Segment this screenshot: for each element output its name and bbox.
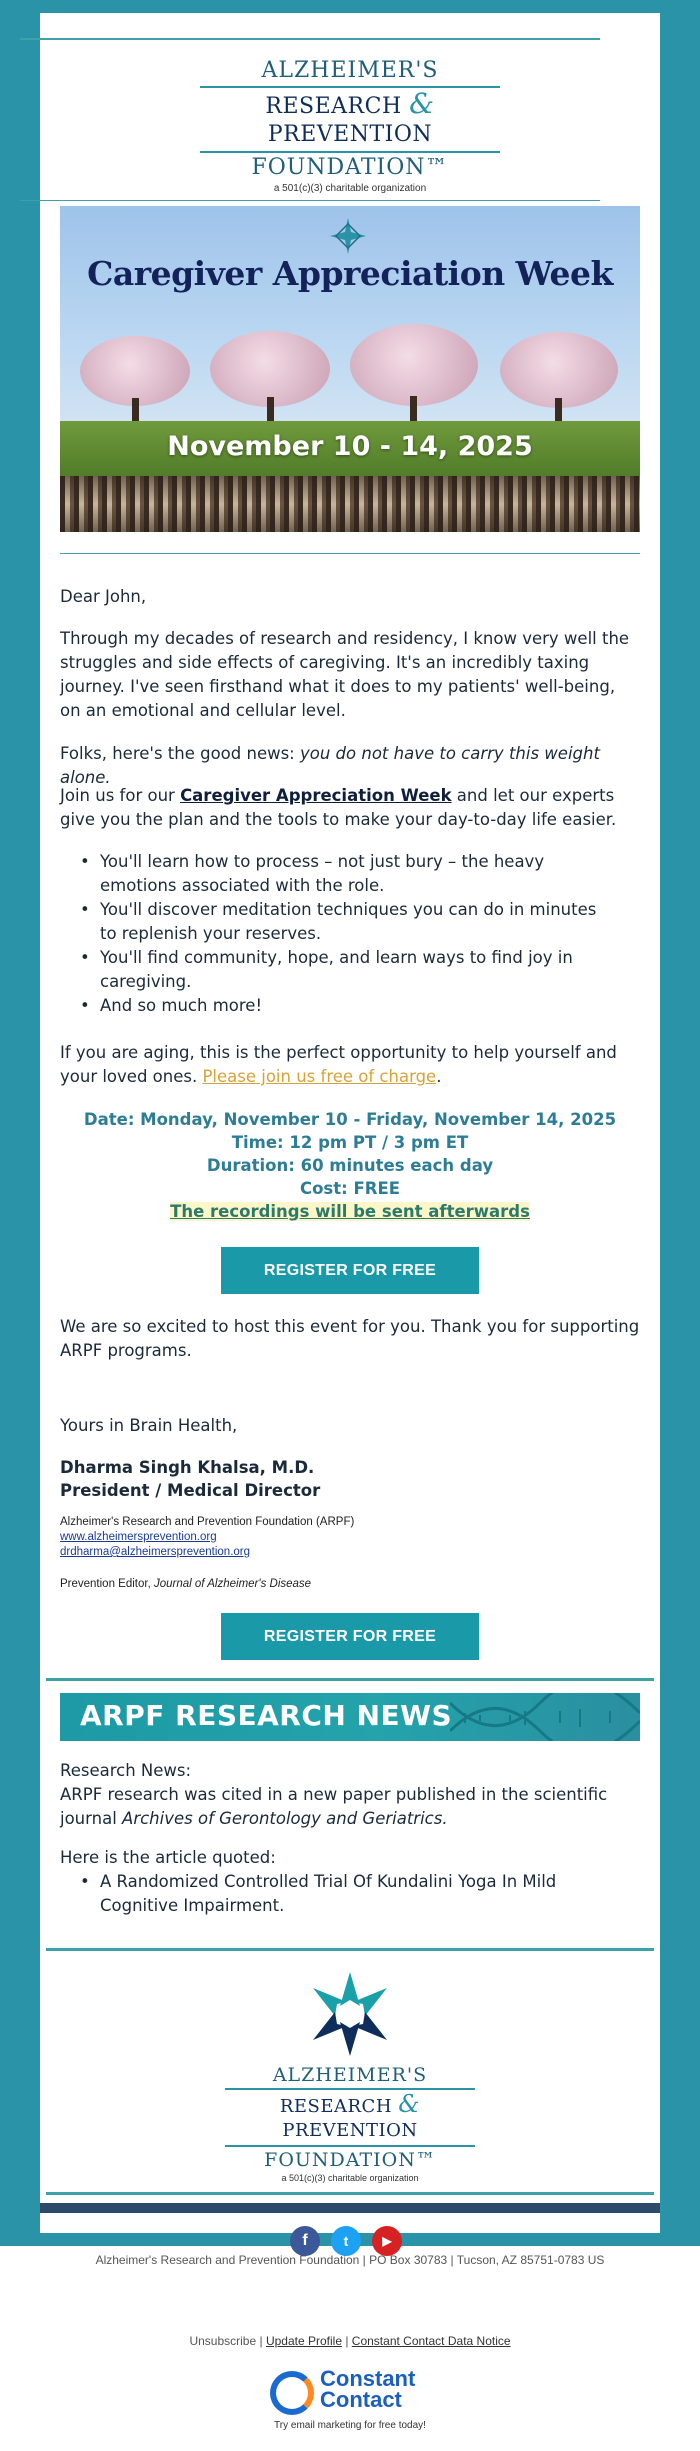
footer-address: Alzheimer's Research and Prevention Foundation | PO Box 30783 | Tucson, AZ 85751-0783 US xyxy=(95,2253,605,2267)
news-top-rule xyxy=(46,1678,654,1681)
signer-title: President / Medical Director xyxy=(60,1481,321,1500)
list-item: • You'll discover meditation techniques you can do in minutes to replenish your reserves. xyxy=(100,898,600,946)
footer-logo-bottom-rule xyxy=(46,2192,654,2195)
news-body xyxy=(60,1783,640,1831)
event-date: Date: Monday, November 10 - Friday, November 14, 2025 xyxy=(83,1110,617,1129)
cc-line-2: Contact xyxy=(320,2387,402,2412)
cc-line-1: Constant xyxy=(320,2366,416,2391)
paragraph-aging xyxy=(60,1041,640,1089)
recordings-link[interactable]: The recordings will be sent afterwards xyxy=(170,1202,530,1221)
org-name: Alzheimer's Research and Prevention Foundation (ARPF) xyxy=(60,1516,355,1528)
aging-tail: . xyxy=(436,1067,442,1086)
constant-contact-logo[interactable] xyxy=(270,2366,440,2416)
join-tail: and let our experts give you the plan and the tools to make your day-to-day life easier. xyxy=(60,786,617,829)
footer-logo-research: RESEARCH xyxy=(279,2096,393,2117)
paragraph-join xyxy=(60,784,640,832)
logo-bar xyxy=(225,2088,475,2090)
good-news-lead: Folks, here's the good news: xyxy=(60,744,300,763)
editor-lead: Prevention Editor, xyxy=(60,1578,154,1590)
star-emblem-icon xyxy=(330,218,366,254)
list-item: • You'll learn how to process – not just bury – the heavy emotions associated with the role. xyxy=(100,850,600,898)
unsubscribe-link[interactable]: Unsubscribe xyxy=(189,2334,257,2348)
footer-logo-top-rule xyxy=(46,1948,654,1951)
link-separator: | xyxy=(342,2334,352,2348)
footer-logo-prevention: PREVENTION xyxy=(282,2120,418,2141)
header-logo[interactable] xyxy=(190,58,510,194)
signature-details xyxy=(60,1515,640,1560)
editor-journal: Journal of Alzheimer's Disease xyxy=(153,1578,312,1590)
signer-name: Dharma Singh Khalsa, M.D. xyxy=(60,1458,315,1477)
caregiver-week-link[interactable]: Caregiver Appreciation Week xyxy=(180,786,452,805)
event-cost: Cost: FREE xyxy=(299,1179,400,1198)
logo-line-3: FOUNDATION™ xyxy=(251,155,449,180)
list-item: • You'll find community, hope, and learn ways to find joy in caregiving. xyxy=(100,946,600,994)
update-profile-link[interactable]: Update Profile xyxy=(265,2334,342,2348)
research-news-title: ARPF RESEARCH NEWS xyxy=(80,1699,453,1732)
logo-prevention: PREVENTION xyxy=(267,122,433,147)
logo-line-2 xyxy=(190,87,510,149)
website-link[interactable]: www.alzheimersprevention.org xyxy=(60,1531,217,1543)
banner-bottom-rule xyxy=(60,553,640,554)
social-bar-divider xyxy=(40,2203,660,2213)
news-heading: Research News: xyxy=(60,1761,192,1780)
footer-logo[interactable] xyxy=(220,2064,480,2183)
news-body-lead: ARPF research was cited in a new paper published in the scientific journal xyxy=(60,1785,608,1828)
list-item: • And so much more! xyxy=(100,994,600,1018)
quoted-intro: Here is the article quoted: xyxy=(60,1848,276,1867)
link-separator: | xyxy=(256,2334,266,2348)
banner-reflection xyxy=(60,476,640,532)
constant-contact-tagline[interactable]: Try email marketing for free today! xyxy=(274,2420,426,2431)
aging-lead: If you are aging, this is the perfect opportunity to help yourself and your loved ones. xyxy=(60,1043,617,1086)
paragraph-intro: Through my decades of research and residency, I know very well the struggles and side effects of caregiving. It's an incredibly taxing journey. I've seen firsthand what it does to my patients' well-being, on an emotional and cellular level. xyxy=(60,629,630,720)
youtube-icon[interactable]: ▶ xyxy=(372,2226,402,2256)
banner-title: Caregiver Appreciation Week xyxy=(87,254,613,293)
news-journal: Archives of Gerontology and Geriatrics. xyxy=(122,1809,448,1828)
footer-logo-line-2 xyxy=(220,2092,480,2143)
data-notice-link[interactable]: Constant Contact Data Notice xyxy=(351,2334,511,2348)
signoff: Yours in Brain Health, xyxy=(60,1416,238,1435)
constant-contact-ring-icon xyxy=(270,2371,314,2415)
constant-contact-wordmark xyxy=(320,2368,415,2410)
research-news-banner xyxy=(60,1693,640,1741)
footer-logo-subtitle: a 501(c)(3) charitable organization xyxy=(281,2173,419,2183)
logo-subtitle: a 501(c)(3) charitable organization xyxy=(273,183,427,194)
email-link[interactable]: drdharma@alzheimersprevention.org xyxy=(60,1546,251,1558)
facebook-icon[interactable]: f xyxy=(290,2226,320,2256)
header-bottom-rule xyxy=(20,200,600,201)
arpf-emblem-icon xyxy=(295,1966,405,2062)
event-time: Time: 12 pm PT / 3 pm ET xyxy=(231,1133,469,1152)
footer-links xyxy=(0,2334,700,2348)
signature-block xyxy=(60,1456,640,1502)
good-news-emphasis: you do not have to carry this weight alone. xyxy=(60,744,600,787)
thanks-paragraph: We are so excited to host this event for you. Thank you for supporting ARPF programs. xyxy=(60,1317,640,1360)
logo-ampersand: & xyxy=(409,87,435,120)
paragraph-good-news xyxy=(60,742,640,790)
join-free-link[interactable]: Please join us free of charge xyxy=(202,1067,437,1086)
footer-logo-ampersand: & xyxy=(398,2090,421,2118)
twitter-icon[interactable]: t xyxy=(331,2226,361,2256)
editor-line xyxy=(60,1577,640,1592)
logo-research: RESEARCH xyxy=(265,94,402,119)
event-details xyxy=(60,1108,640,1223)
footer-logo-line-1: ALZHEIMER'S xyxy=(272,2064,428,2086)
join-lead: Join us for our xyxy=(60,786,181,805)
logo-line-1: ALZHEIMER'S xyxy=(261,58,439,83)
greeting: Dear John, xyxy=(60,587,147,606)
list-item: • A Randomized Controlled Trial Of Kundalini Yoga In Mild Cognitive Impairment. xyxy=(100,1870,600,1918)
event-banner-image[interactable] xyxy=(60,206,640,532)
logo-bar xyxy=(225,2145,475,2147)
dna-helix-icon xyxy=(450,1693,640,1741)
logo-bar xyxy=(200,151,500,153)
benefits-list xyxy=(100,850,600,1018)
register-button-secondary[interactable]: REGISTER FOR FREE xyxy=(221,1613,479,1660)
register-button[interactable]: REGISTER FOR FREE xyxy=(221,1247,479,1294)
banner-dates: November 10 - 14, 2025 xyxy=(167,431,533,462)
header-top-rule xyxy=(20,38,600,40)
footer-logo-line-3: FOUNDATION™ xyxy=(264,2149,436,2171)
logo-bar xyxy=(200,86,500,88)
event-duration: Duration: 60 minutes each day xyxy=(206,1156,494,1175)
article-list xyxy=(100,1870,600,1918)
